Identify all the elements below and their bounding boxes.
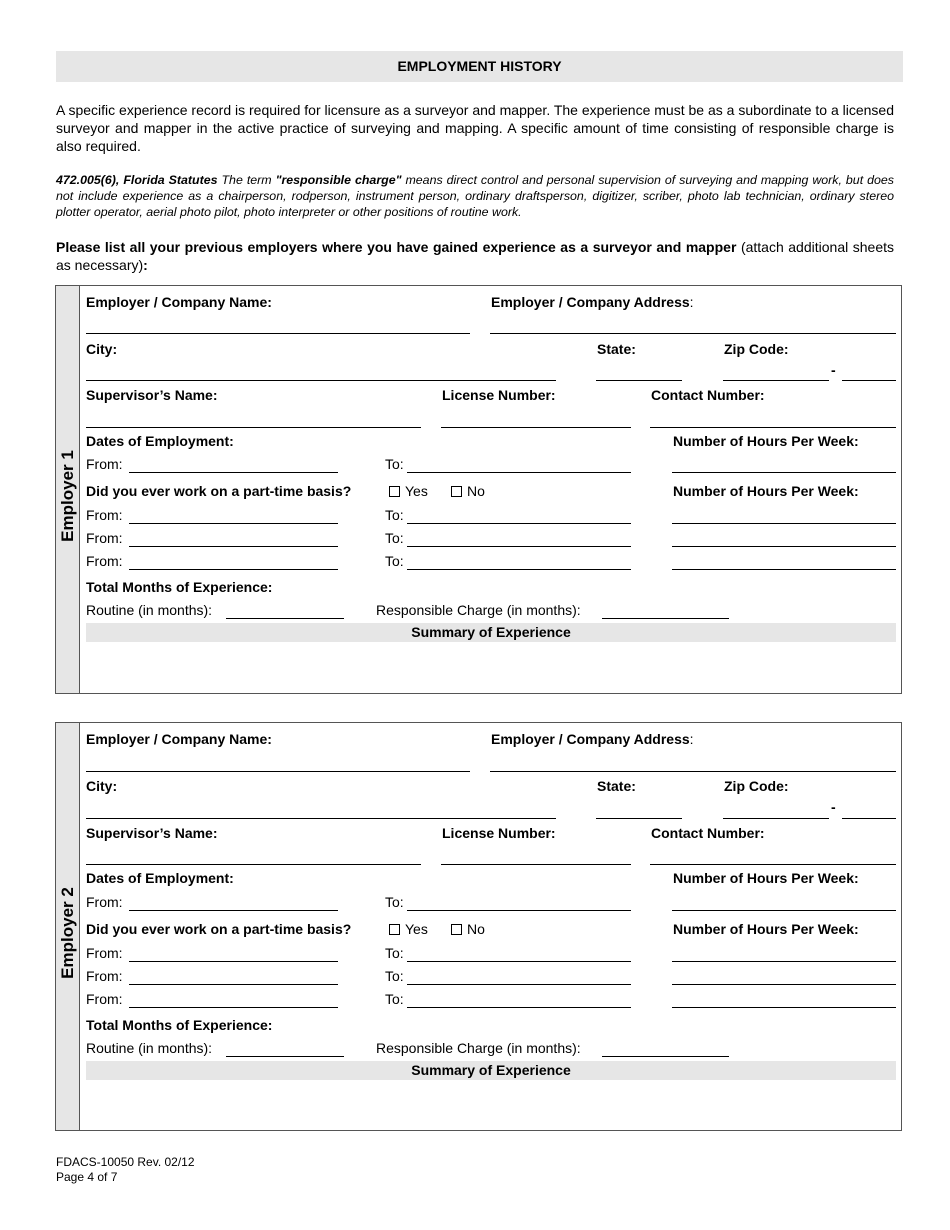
to-field[interactable] — [407, 523, 631, 524]
statute-text-before: The term — [217, 173, 276, 187]
summary-header: Summary of Experience — [86, 1061, 896, 1080]
yes-checkbox[interactable] — [389, 486, 400, 497]
supervisor-label: Supervisor’s Name: — [86, 825, 218, 841]
from-label: From: — [86, 945, 123, 961]
license-field[interactable] — [441, 864, 631, 865]
employer-2-section — [55, 722, 902, 1131]
company-address-field[interactable] — [490, 333, 896, 334]
zip-dash: - — [831, 799, 836, 815]
employer-2-label: Employer 2 — [58, 887, 77, 979]
responsible-label: Responsible Charge (in months): — [376, 602, 581, 618]
contact-label: Contact Number: — [651, 387, 765, 403]
from-field[interactable] — [129, 569, 338, 570]
to-label: To: — [385, 968, 404, 984]
total-label: Total Months of Experience: — [86, 1017, 273, 1033]
zip-field[interactable] — [723, 818, 829, 819]
to-field[interactable] — [407, 984, 631, 985]
summary-field[interactable] — [86, 644, 896, 689]
part-time-hours-label: Number of Hours Per Week: — [673, 921, 859, 937]
total-label: Total Months of Experience: — [86, 579, 273, 595]
employer-2-sidebar — [56, 723, 80, 1130]
instructions-end: : — [143, 257, 148, 273]
zip-field[interactable] — [723, 380, 829, 381]
to-field[interactable] — [407, 569, 631, 570]
license-label: License Number: — [442, 387, 556, 403]
city-label: City: — [86, 778, 118, 794]
state-field[interactable] — [596, 818, 682, 819]
company-name-field[interactable] — [86, 333, 470, 334]
state-label: State: — [597, 341, 636, 357]
from-label: From: — [86, 553, 123, 569]
responsible-field[interactable] — [602, 1056, 729, 1057]
from-label: From: — [86, 530, 123, 546]
intro-paragraph: A specific experience record is required for licensure as a surveyor and mapper. The experience must be as a subordinate to a licensed surveyor and mapper in the active practice of surveying and mapping. A specific amount of time consisting of responsible charge is also required. — [56, 102, 894, 154]
statute-text-after: means direct control and personal supervision of surveying and mapping work, but does not include experience as a chairperson, rodperson, instrument person, ordinary draftsperson, digitizer, scriber, photo lab technician, ordinary stereo plotter operator, aerial photo pilot, photo interpreter or other positions of routine work. — [56, 173, 894, 219]
to-label: To: — [385, 894, 404, 910]
employer-1-sidebar — [56, 286, 80, 693]
statute-term: "responsible charge" — [275, 173, 402, 187]
supervisor-label: Supervisor’s Name: — [86, 387, 218, 403]
supervisor-field[interactable] — [86, 864, 421, 865]
from-label: From: — [86, 456, 123, 472]
hours-field[interactable] — [672, 523, 896, 524]
statute-citation: 472.005(6), Florida Statutes — [56, 173, 218, 187]
from-label: From: — [86, 507, 123, 523]
city-label: City: — [86, 341, 118, 357]
no-option[interactable]: No — [451, 921, 485, 937]
routine-field[interactable] — [226, 618, 344, 619]
no-checkbox[interactable] — [451, 924, 462, 935]
zip-ext-field[interactable] — [842, 818, 896, 819]
responsible-label: Responsible Charge (in months): — [376, 1040, 581, 1056]
to-field[interactable] — [407, 472, 631, 473]
hours-field[interactable] — [672, 546, 896, 547]
employer-1-section — [55, 285, 902, 694]
from-field[interactable] — [129, 961, 338, 962]
hours-label: Number of Hours Per Week: — [673, 870, 859, 886]
city-field[interactable] — [86, 818, 556, 819]
to-label: To: — [385, 945, 404, 961]
employer-1-label: Employer 1 — [58, 450, 77, 542]
to-field[interactable] — [407, 910, 631, 911]
no-checkbox[interactable] — [451, 486, 462, 497]
dates-label: Dates of Employment: — [86, 433, 234, 449]
contact-field[interactable] — [650, 864, 896, 865]
contact-label: Contact Number: — [651, 825, 765, 841]
company-address-label: Employer / Company Address: — [491, 294, 694, 310]
yes-checkbox[interactable] — [389, 924, 400, 935]
from-field[interactable] — [129, 984, 338, 985]
dates-label: Dates of Employment: — [86, 870, 234, 886]
company-address-label: Employer / Company Address: — [491, 731, 694, 747]
from-field[interactable] — [129, 910, 338, 911]
summary-field[interactable] — [86, 1082, 896, 1126]
zip-label: Zip Code: — [724, 778, 789, 794]
contact-field[interactable] — [650, 427, 896, 428]
from-label: From: — [86, 991, 123, 1007]
page-title: EMPLOYMENT HISTORY — [56, 51, 903, 82]
routine-field[interactable] — [226, 1056, 344, 1057]
to-field[interactable] — [407, 546, 631, 547]
summary-header: Summary of Experience — [86, 623, 896, 642]
yes-option[interactable]: Yes — [389, 921, 428, 937]
part-time-label: Did you ever work on a part-time basis? — [86, 483, 352, 499]
to-label: To: — [385, 456, 404, 472]
instructions-bold: Please list all your previous employers where you have gained experience as a surveyor and mapper — [56, 239, 737, 255]
statute-paragraph — [56, 172, 894, 220]
license-label: License Number: — [442, 825, 556, 841]
state-field[interactable] — [596, 380, 682, 381]
from-field[interactable] — [129, 546, 338, 547]
routine-label: Routine (in months): — [86, 602, 213, 618]
from-field[interactable] — [129, 472, 338, 473]
zip-dash: - — [831, 362, 836, 378]
responsible-field[interactable] — [602, 618, 729, 619]
yes-option[interactable]: Yes — [389, 483, 428, 499]
part-time-hours-label: Number of Hours Per Week: — [673, 483, 859, 499]
company-name-label: Employer / Company Name: — [86, 294, 272, 310]
hours-field[interactable] — [672, 569, 896, 570]
state-label: State: — [597, 778, 636, 794]
routine-label: Routine (in months): — [86, 1040, 213, 1056]
form-id: FDACS-10050 Rev. 02/12 — [56, 1155, 195, 1169]
license-field[interactable] — [441, 427, 631, 428]
to-label: To: — [385, 530, 404, 546]
supervisor-field[interactable] — [86, 427, 421, 428]
instructions-paragraph — [56, 238, 894, 274]
hours-field[interactable] — [672, 984, 896, 985]
zip-label: Zip Code: — [724, 341, 789, 357]
from-field[interactable] — [129, 1007, 338, 1008]
page-number: Page 4 of 7 — [56, 1170, 118, 1184]
city-field[interactable] — [86, 380, 556, 381]
zip-ext-field[interactable] — [842, 380, 896, 381]
part-time-label: Did you ever work on a part-time basis? — [86, 921, 352, 937]
company-address-field[interactable] — [490, 771, 896, 772]
hours-label: Number of Hours Per Week: — [673, 433, 859, 449]
instructions-normal: (attach additional sheets as necessary) — [56, 239, 894, 273]
from-field[interactable] — [129, 523, 338, 524]
to-label: To: — [385, 991, 404, 1007]
from-label: From: — [86, 968, 123, 984]
company-name-label: Employer / Company Name: — [86, 731, 272, 747]
to-field[interactable] — [407, 961, 631, 962]
from-label: From: — [86, 894, 123, 910]
to-label: To: — [385, 553, 404, 569]
no-option[interactable]: No — [451, 483, 485, 499]
hours-field[interactable] — [672, 472, 896, 473]
hours-field[interactable] — [672, 961, 896, 962]
hours-field[interactable] — [672, 1007, 896, 1008]
hours-field[interactable] — [672, 910, 896, 911]
to-label: To: — [385, 507, 404, 523]
company-name-field[interactable] — [86, 771, 470, 772]
to-field[interactable] — [407, 1007, 631, 1008]
